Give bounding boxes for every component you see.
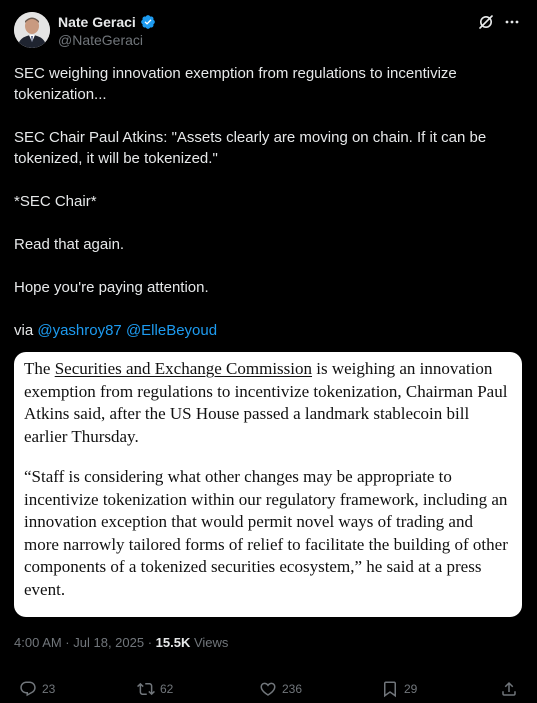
quoted-article-image[interactable] <box>14 352 522 617</box>
quote-paragraph <box>24 358 512 448</box>
repost-button[interactable] <box>137 680 173 698</box>
tweet-text <box>14 63 519 341</box>
grok-icon[interactable] <box>478 14 494 30</box>
author-block[interactable] <box>58 13 156 48</box>
sec-link: Securities and Exchange Commission <box>54 359 313 378</box>
quote-paragraph: “Staff is considering what other changes may be appropriate to incentivize tokenization within our regulatory framework, including an innovation exception that would permit novel ways of trading and more narrowly tailored forms of relief to facilitate the building of other components of a tokenized securities ecosystem,” he said at a press event. <box>24 467 508 599</box>
timestamp[interactable]: 4:00 AM · Jul 18, 2025 <box>14 635 145 650</box>
author-handle[interactable]: @NateGeraci <box>58 32 144 48</box>
like-icon <box>259 680 277 698</box>
meta-separator: · <box>144 635 156 650</box>
tweet-paragraph: *SEC Chair* <box>14 193 97 210</box>
repost-count: 62 <box>160 682 174 696</box>
views-label: Views <box>190 635 229 650</box>
bookmark-button[interactable] <box>381 680 417 698</box>
quote-text: is weighing an innovation exemption from regulations to incentivize tokenization, Chairman Paul Atkins said, after the US House passed a landmark stablecoin bill earlier Thursday. <box>24 359 508 446</box>
bookmark-icon <box>381 680 399 698</box>
tweet-paragraph: Read that again. <box>14 236 125 253</box>
repost-icon <box>137 680 155 698</box>
quote-text: The <box>24 359 55 378</box>
mention-link[interactable]: @yashroy87 <box>37 322 122 339</box>
avatar[interactable] <box>14 12 50 48</box>
like-count: 236 <box>282 682 303 696</box>
via-prefix: via <box>14 322 38 339</box>
reply-count: 23 <box>42 682 56 696</box>
bookmark-count: 29 <box>404 682 418 696</box>
tweet-paragraph: SEC Chair Paul Atkins: "Assets clearly are moving on chain. If it can be tokenized, it will be tokenized." <box>14 129 487 167</box>
tweet-via-line <box>14 320 519 341</box>
tweet-meta <box>14 635 228 650</box>
verified-badge-icon <box>140 14 156 30</box>
author-display-name[interactable]: Nate Geraci <box>58 14 136 30</box>
mention-link[interactable]: @ElleBeyoud <box>125 322 218 339</box>
share-button[interactable] <box>500 680 518 698</box>
like-button[interactable] <box>259 680 302 698</box>
action-bar <box>14 680 522 700</box>
reply-button[interactable] <box>19 680 55 698</box>
tweet-paragraph: Hope you're paying attention. <box>14 279 209 296</box>
views-count: 15.5K <box>155 635 191 650</box>
share-icon <box>500 680 518 698</box>
tweet-header <box>14 12 524 52</box>
more-icon[interactable] <box>504 14 520 30</box>
reply-icon <box>19 680 37 698</box>
tweet-paragraph: SEC weighing innovation exemption from regulations to incentivize tokenization... <box>14 65 457 103</box>
